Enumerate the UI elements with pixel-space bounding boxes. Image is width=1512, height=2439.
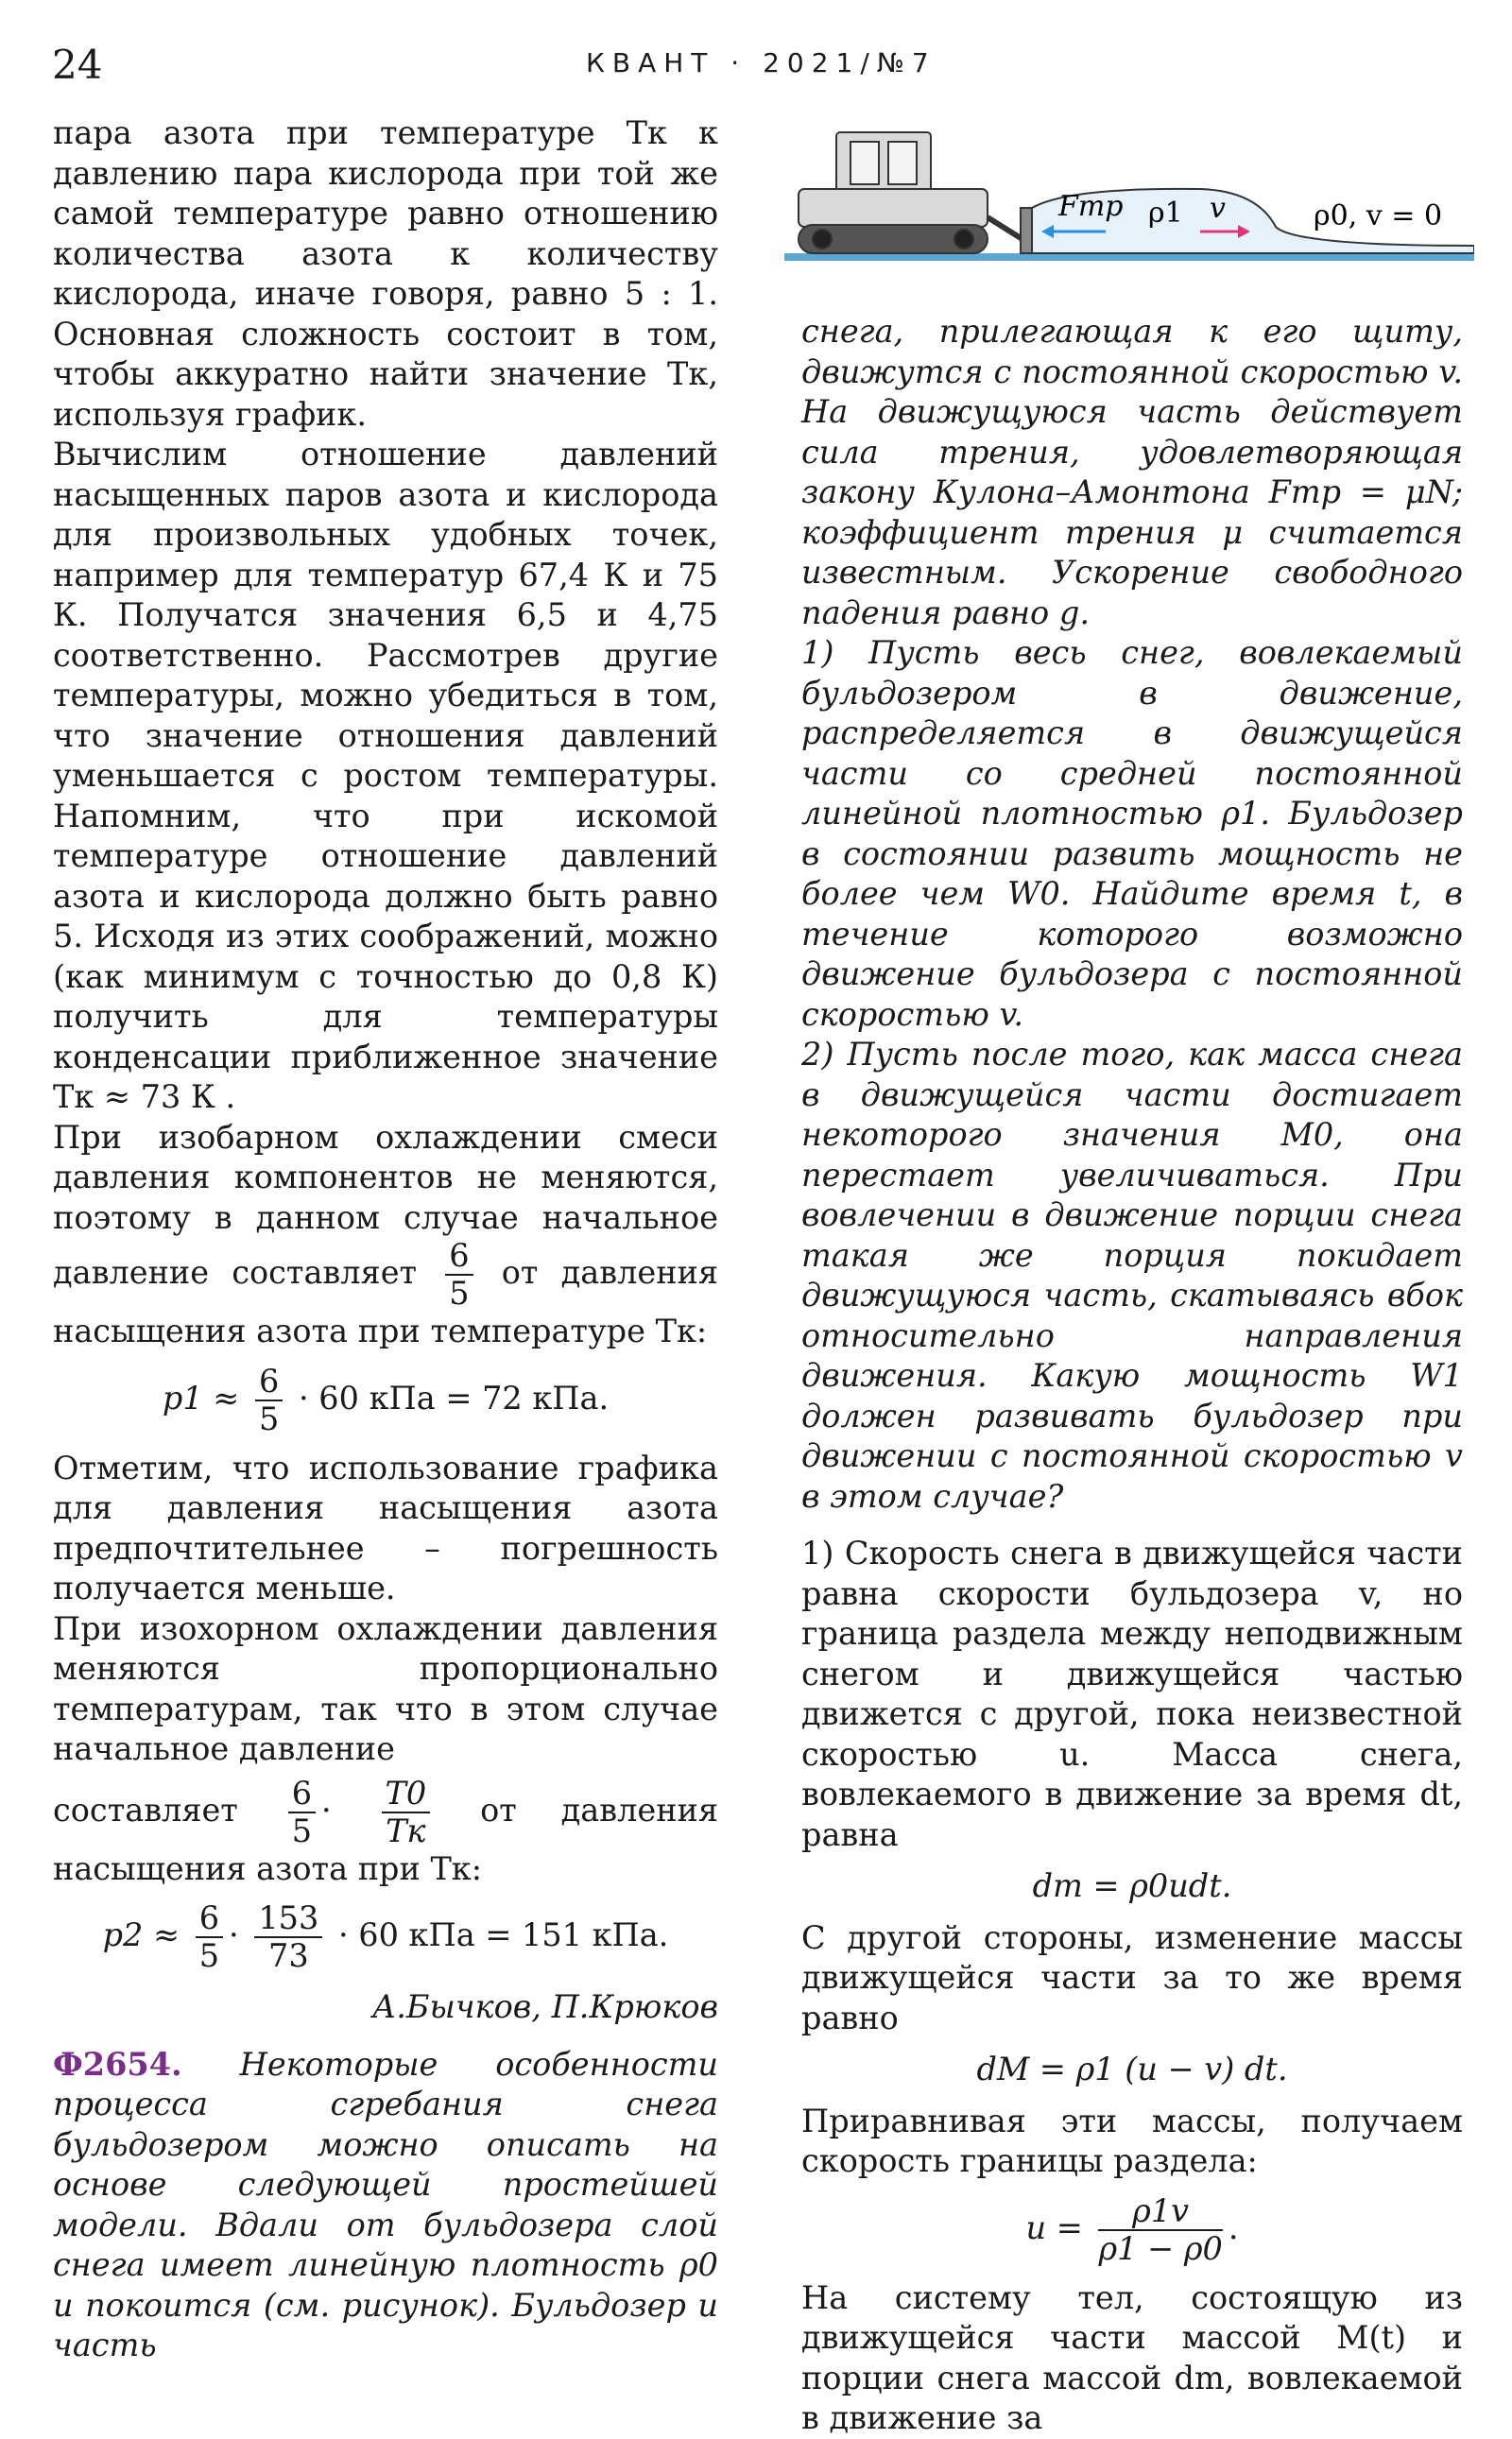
- right-column: [801, 312, 1463, 2439]
- page-header: [0, 38, 1512, 94]
- fraction: $\frac{6}{5}$: [445, 1238, 472, 1312]
- left-column: [53, 113, 718, 2366]
- rho1-label: ρ1: [1148, 197, 1183, 230]
- formula-dm: dm = ρ0udt.: [1032, 1867, 1232, 1904]
- ground-line: [784, 253, 1474, 261]
- page-number: 24: [52, 42, 103, 88]
- paragraph: Отметим, что использование графика для давления насыщения азота предпочтительнее – погрешность получается меньше.: [53, 1449, 718, 1606]
- journal-title: КВАНТ · 2021/№7: [586, 47, 936, 78]
- problem-number: Ф2654.: [53, 2045, 182, 2083]
- paragraph: 2) Пусть после того, как масса снега в движущейся части достигает некоторого значения M0, она перестает увеличиваться. При вовлечении в движение порции снега такая же порция покидает движущуюся часть, скатываясь вбок относительно направления движения. Какую мощность W1 должен развивать бульдозер при движении с постоянной скоростью v в этом случае?: [801, 1036, 1463, 1515]
- paragraph: составляет $\frac{6}{5}$ · $\frac{T0}{Tк}$ от давления насыщения азота при Tк:: [53, 1774, 718, 1887]
- bulldozer-figure: [784, 113, 1474, 283]
- author-signature: А.Бычков, П.Крюков: [371, 1988, 718, 2025]
- paragraph: При изохорном охлаждении давления меняются пропорционально температурам, так что в этом случае начальное давление: [53, 1609, 718, 1767]
- formula-p2: p2 ≈ $\frac{6}{5}$ · $\frac{153}{73}$ · 60 кПа = 151 кПа.: [102, 1899, 669, 1974]
- paragraph: С другой стороны, изменение массы движущейся части за то же время равно: [801, 1918, 1463, 2036]
- paragraph: снега, прилегающая к его щиту, движутся с постоянной скоростью v. На движущуюся часть действует сила трения, удовлетворяющая закону Кулона–Амонтона Fтр = μN; коэффициент трения μ считается известным. Ускорение свободного падения равно g.: [801, 313, 1463, 631]
- rho0-label: ρ0, v = 0: [1314, 199, 1443, 232]
- paragraph: На систему тел, состоящую из движущейся части массой M(t) и порции снега массой dm, вовлекаемой в движение за: [801, 2278, 1463, 2436]
- problem-statement: Ф2654. Некоторые особенности процесса сгребания снега бульдозером можно описать на основе следующей простейшей модели. Вдали от бульдозера слой снега имеет линейную плотность ρ0 и покоится (см. рисунок). Бульдозер и часть: [53, 2045, 718, 2363]
- paragraph: пара азота при температуре Tк к давлению пара кислорода при той же самой температуре равно отношению количества азота к количеству кислорода, иначе говоря, равно 5 : 1. Основная сложность состоит в том, чтобы аккуратно найти значение Tк, используя график.: [53, 114, 718, 433]
- friction-label: Fтр: [1058, 190, 1124, 223]
- bulldozer-icon: [799, 132, 1032, 253]
- paragraph: 1) Скорость снега в движущейся части равна скорости бульдозера v, но граница раздела между неподвижным снегом и движущейся частью движется с другой, пока неизвестной скоростью u. Масса снега, вовлекаемого в движение за время dt, равна: [801, 1535, 1463, 1853]
- paragraph: 1) Пусть весь снег, вовлекаемый бульдозером в движение, распределяется в движущейся части со средней постоянной линейной плотностью ρ1. Бульдозер в состоянии развить мощность не более чем W0. Найдите время t, в течение которого возможно движение бульдозера с постоянной скоростью v.: [801, 634, 1463, 1033]
- formula-u: u = $\frac{\rho 1v}{\rho 1 - \rho 0}$ .: [1025, 2191, 1239, 2267]
- paragraph: При изобарном охлаждении смеси давления компонентов не меняются, поэтому в данном случае начальное давление составляет $\frac{6}{5}$ от давления насыщения азота при температуре Tк:: [53, 1118, 718, 1349]
- paragraph: Приравнивая эти массы, получаем скорость границы раздела:: [801, 2102, 1463, 2179]
- v-label: v: [1210, 192, 1226, 225]
- formula-dM: dM = ρ1 (u − v) dt.: [976, 2051, 1288, 2087]
- paragraph: Вычислим отношение давлений насыщенных паров азота и кислорода для произвольных удобных точек, например для температур 67,4 К и 75 К. Получатся значения 6,5 и 4,75 соответственно. Рассмотрев другие температуры, можно убедиться в том, что значение отношения давлений уменьшается с ростом температуры. Напомним, что при искомой температуре отношение давлений азота и кислорода должно быть равно 5. Исходя из этих соображений, можно (как минимум с точностью до 0,8 К) получить для температуры конденсации приближенное значение Tк ≈ 73 К .: [53, 436, 718, 1115]
- formula-p1: p1 ≈ $\frac{6}{5}$ · 60 кПа = 72 кПа.: [162, 1362, 610, 1437]
